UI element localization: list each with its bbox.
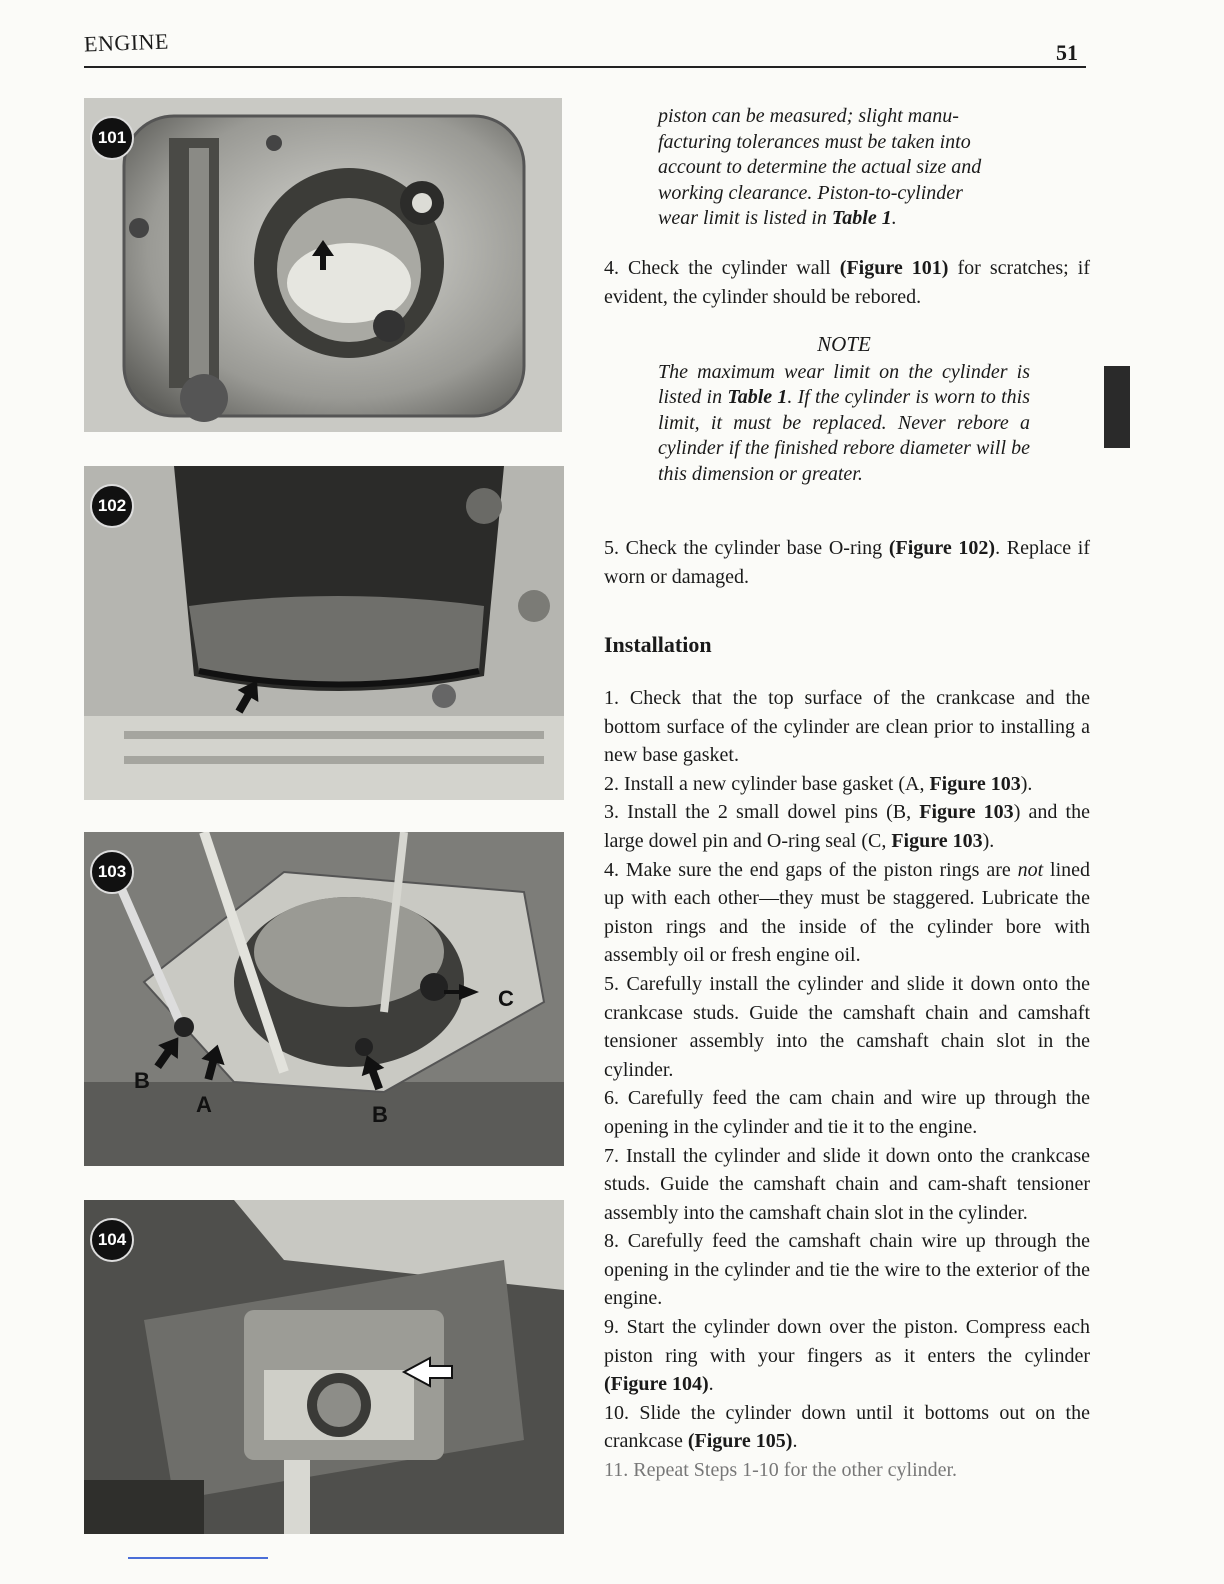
intro-line-3: account to determine the actual size and	[658, 156, 982, 179]
step-4	[604, 254, 1090, 311]
figure-badge-102: 102	[90, 484, 134, 528]
install-step-3-end: ).	[982, 829, 995, 852]
figure-104-image	[84, 1200, 564, 1534]
chapter-thumb-tab	[1104, 366, 1130, 448]
callout-c: C	[498, 986, 514, 1011]
intro-table-ref: Table 1	[831, 207, 892, 230]
callout-b-left: B	[134, 1068, 150, 1093]
install-step-3-text: 3. Install the 2 small dowel pins (B,	[604, 801, 920, 824]
figure-101-image	[84, 98, 562, 432]
install-step-9	[604, 1313, 1090, 1399]
intro-line-1: piston can be measured; slight manu-	[658, 105, 959, 127]
note-box	[658, 332, 1030, 488]
note-text-2: . If the cylinder is worn to this limit, it must be replaced. Never rebore a cylinder if the finished rebore diameter will be this dimension or greater.	[658, 386, 1030, 485]
note-table-ref: Table 1	[727, 386, 788, 409]
step-5-figure-ref: (Figure 102)	[888, 537, 996, 559]
install-step-1: 1. Check that the top surface of the crankcase and the bottom surface of the cylinder are clean prior to installing a new base gasket.	[604, 687, 1090, 767]
figure-102-photo	[84, 466, 564, 800]
install-step-5: 5. Carefully install the cylinder and slide it down onto the crankcase studs. Guide the camshaft chain and camshaft tensioner assembly into the camshaft chain slot in the cylinder.	[604, 972, 1090, 1081]
install-step-4	[604, 856, 1090, 970]
step-4-figure-ref: (Figure 101)	[839, 257, 949, 279]
step-5-text: 5. Check the cylinder base O-ring	[604, 537, 889, 559]
note-text-1: The maximum wear limit on the cylinder is listed in	[658, 360, 1030, 409]
step-4-rest: for scratches; if evident, the cylinder should be rebored.	[604, 257, 1091, 308]
install-step-8: 8. Carefully feed the camshaft chain wire up through the opening in the cylinder and tie the wire to the exterior of the engine.	[604, 1230, 1090, 1310]
header-rule	[84, 66, 1086, 68]
install-step-4-emphasis: not	[1017, 858, 1044, 881]
install-step-2-text: 2. Install a new cylinder base gasket (A,	[604, 772, 930, 795]
intro-italic-text: piston can be measured; slight manu- facturing tolerances must be taken into account to determine the actual size and working clearance. Piston-to-cylinder wear limit is listed in Table 1.	[658, 104, 1030, 232]
figure-badge-101: 101	[90, 116, 134, 160]
install-step-9-end: .	[708, 1373, 714, 1396]
step-5	[604, 534, 1090, 591]
intro-line-2: facturing tolerances must be taken into	[658, 130, 971, 153]
install-step-11: 11. Repeat Steps 1-10 for the other cylinder.	[604, 1459, 958, 1482]
figure-102-image	[84, 466, 564, 800]
install-step-9-text: 9. Start the cylinder down over the piston. Compress each piston ring with your fingers as it enters the cylinder	[604, 1316, 1090, 1367]
install-step-6: 6. Carefully feed the cam chain and wire up through the opening in the cylinder and tie it to the engine.	[604, 1087, 1090, 1138]
figure-104-photo	[84, 1200, 564, 1534]
page-number: 51	[1056, 40, 1078, 65]
step-4-text: 4. Check the cylinder wall	[604, 257, 840, 279]
install-step-3-mid: ) and the large dowel pin and O-ring seal (C,	[604, 801, 1090, 852]
intro-line-5: wear limit is listed in	[658, 207, 832, 230]
install-step-2-end: ).	[1020, 772, 1033, 795]
install-step-7: 7. Install the cylinder and slide it down onto the crankcase studs. Guide the camshaft chain and cam-shaft tensioner assembly into the camshaft chain slot in the cylinder.	[604, 1144, 1090, 1224]
figure-103-photo	[84, 832, 564, 1166]
installation-heading: Installation	[604, 632, 712, 657]
install-step-10-end: .	[792, 1430, 798, 1453]
intro-line-4: working clearance. Piston-to-cylinder	[658, 181, 963, 204]
install-step-10-ref: (Figure 105)	[687, 1430, 793, 1453]
install-step-10-text: 10. Slide the cylinder down until it bottoms out on the crankcase	[604, 1401, 1090, 1453]
figure-101-photo	[84, 98, 562, 432]
figure-badge-104: 104	[90, 1218, 134, 1262]
install-step-10	[604, 1399, 1090, 1456]
install-step-9-ref: (Figure 104)	[604, 1373, 709, 1396]
install-step-4-rest: lined up with each other—they must be staggered. Lubricate the piston rings and the inside of the cylinder bore with assembly oil or fresh engine oil.	[604, 858, 1090, 967]
note-heading: NOTE	[817, 332, 871, 356]
callout-b-right: B	[372, 1102, 388, 1127]
install-step-2	[604, 770, 1090, 799]
step-5-rest: . Replace if worn or damaged.	[604, 537, 1090, 588]
install-step-3	[604, 798, 1090, 855]
install-step-3-ref-1: Figure 103	[919, 801, 1014, 824]
installation-steps	[604, 684, 1090, 1485]
footer-link-line	[128, 1557, 268, 1559]
install-step-2-ref: Figure 103	[929, 772, 1021, 795]
figure-103-image	[84, 832, 564, 1166]
install-step-4-text: 4. Make sure the end gaps of the piston rings are	[604, 858, 1018, 881]
install-step-3-ref-2: Figure 103	[891, 829, 983, 852]
figure-badge-103: 103	[90, 850, 134, 894]
callout-a: A	[196, 1092, 212, 1117]
running-header-section: ENGINE	[83, 28, 170, 57]
